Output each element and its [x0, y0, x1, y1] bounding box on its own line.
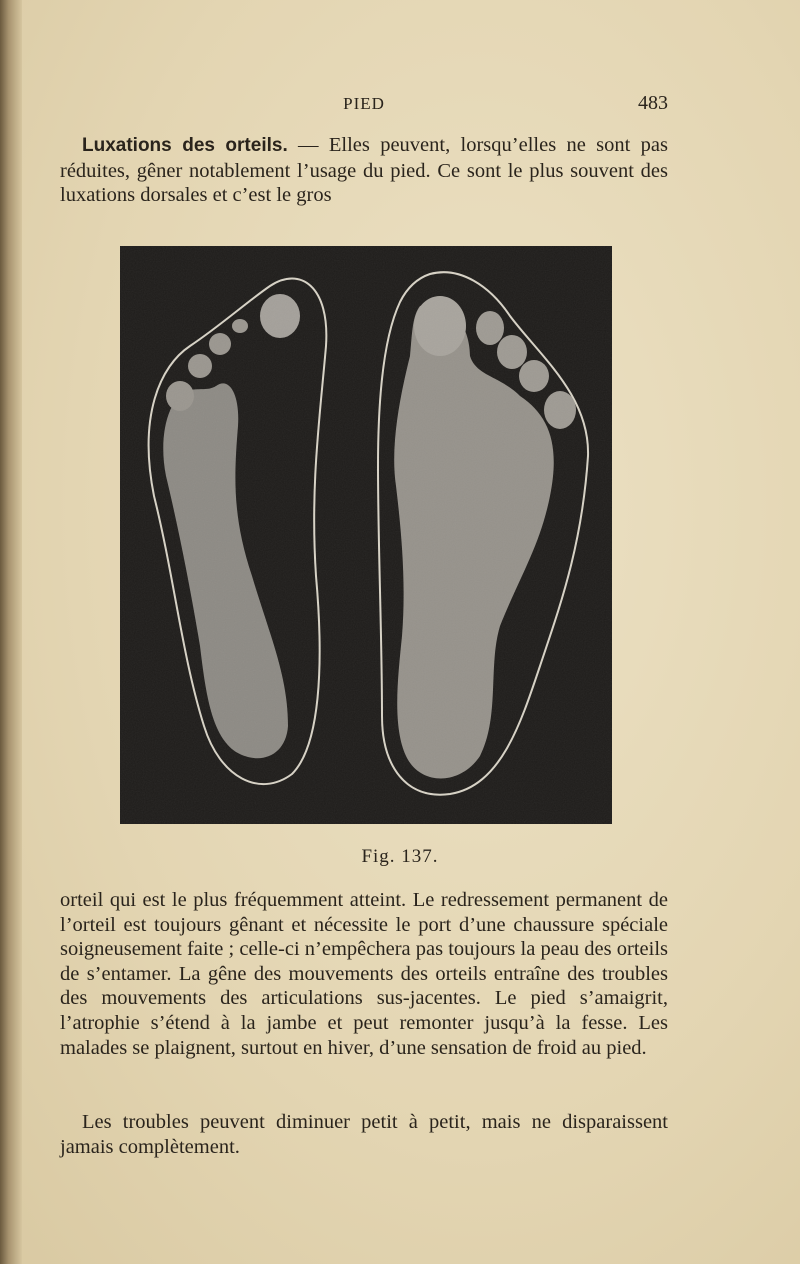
section-heading: Luxations des orteils. [82, 135, 288, 156]
footprint-image [120, 246, 612, 824]
footprint-figure [120, 246, 612, 824]
page-number: 483 [638, 92, 668, 114]
running-header [60, 92, 668, 120]
book-gutter [0, 0, 22, 1264]
paragraph-intro-text: — Elles peuvent, lorsqu’elles ne sont pas réduites, gêner notablement l’usage du pied. Ce sont le plus souvent des luxations dorsales et c’est le gros [60, 134, 668, 207]
paragraph-final: Les troubles peuvent diminuer petit à petit, mais ne disparaissent jamais complètement. [60, 1111, 668, 1158]
figure-caption: Fig. 137. [361, 846, 439, 867]
paragraph-continuation: orteil qui est le plus fréquemment atteint. Le redressement permanent de l’orteil est toujours gênant et nécessite le port d’une chaussure spéciale soigneusement faite ; celle-ci n’empêchera pas toujours la peau des orteils de s’entamer. La gêne des mouvements des orteils entraîne des troubles des mouvements des articulations sus-jacentes. Le pied s’amaigrit, l’atrophie s’étend à la jambe et peut remonter jusqu’à la fesse. Les malades se plaignent, surtout en hiver, d’une sensation de froid au pied. [60, 889, 668, 1059]
running-title: PIED [343, 94, 385, 113]
paragraph-luxations [60, 133, 668, 208]
